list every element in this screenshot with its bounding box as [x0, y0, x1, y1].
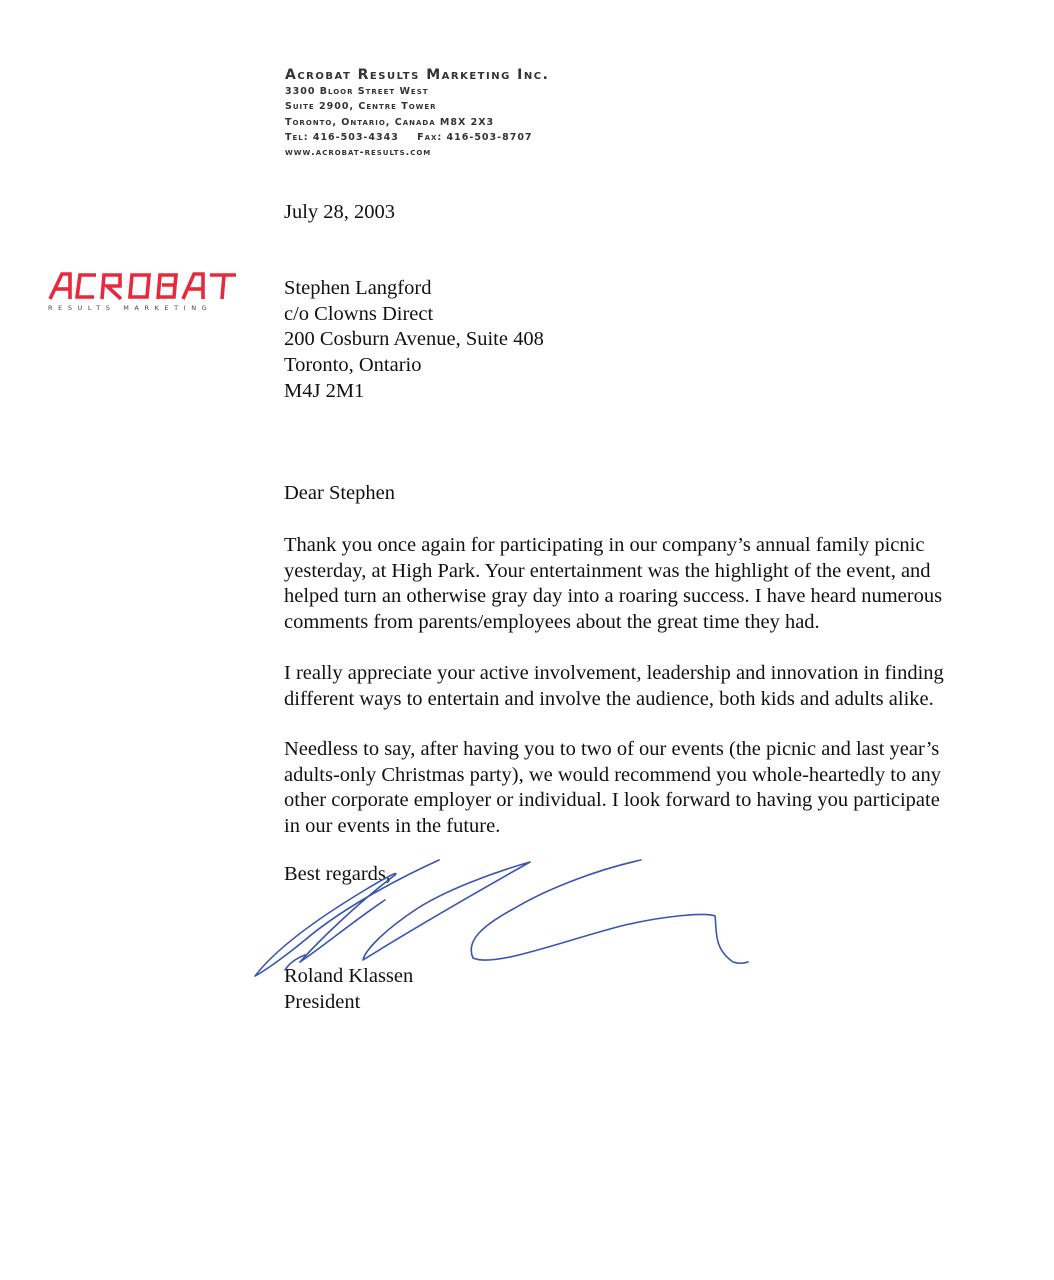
signer-name: Roland Klassen — [284, 965, 414, 987]
letterhead-street: 3300 Bloor Street West — [285, 86, 429, 97]
salutation: Dear Stephen — [284, 482, 395, 504]
paragraph-line: yesterday, at High Park. Your entertainment was the highlight of the event, and — [284, 559, 931, 582]
recipient-name: Stephen Langford — [284, 277, 432, 299]
acrobat-logo — [48, 272, 238, 312]
paragraph-line: Thank you once again for participating in our company’s annual family picnic — [284, 534, 925, 556]
letterhead-fax: Fax: 416-503-8707 — [417, 131, 533, 143]
logo-tagline: RESULTS MARKETING — [48, 304, 213, 312]
closing: Best regards, — [284, 863, 392, 885]
letterhead-website: www.acrobat-results.com — [285, 147, 432, 159]
letter-date: July 28, 2003 — [284, 201, 396, 223]
recipient-city: Toronto, Ontario — [284, 354, 422, 377]
letterhead-tel: Tel: 416-503-4343 — [285, 131, 399, 143]
recipient-street: 200 Cosburn Avenue, Suite 408 — [284, 328, 544, 351]
paragraph-line: I really appreciate your active involvement, leadership and innovation in finding — [284, 662, 944, 684]
body-paragraph-3 — [284, 737, 1004, 840]
letterhead-phone-line — [285, 130, 549, 145]
paragraph-line: Needless to say, after having you to two of our events (the picnic and last year’s — [284, 738, 940, 760]
recipient-care-of: c/o Clowns Direct — [284, 302, 434, 325]
recipient-address — [284, 276, 544, 405]
paragraph-line: helped turn an otherwise gray day into a roaring success. I have heard numerous — [284, 585, 943, 608]
recipient-postal: M4J 2M1 — [284, 379, 365, 402]
paragraph-line: in our events in the future. — [284, 815, 501, 838]
letterhead — [285, 66, 549, 160]
body-paragraph-2 — [284, 661, 1004, 712]
paragraph-line: comments from parents/employees about the great time they had. — [284, 611, 820, 634]
letterhead-suite: Suite 2900, Centre Tower — [285, 101, 437, 113]
handwritten-signature — [245, 850, 755, 990]
letterhead-company: Acrobat Results Marketing Inc. — [285, 67, 550, 83]
paragraph-line: adults-only Christmas party), we would recommend you whole-heartedly to any — [284, 763, 941, 786]
acrobat-wordmark-graphic — [48, 272, 238, 300]
paragraph-line: other corporate employer or individual. I look forward to having you participate — [284, 789, 940, 812]
letterhead-city: Toronto, Ontario, Canada M8X 2X3 — [285, 116, 495, 128]
signer-title: President — [284, 991, 361, 1013]
paragraph-line: different ways to entertain and involve the audience, both kids and adults alike. — [284, 687, 934, 710]
body-paragraph-1 — [284, 533, 1004, 636]
